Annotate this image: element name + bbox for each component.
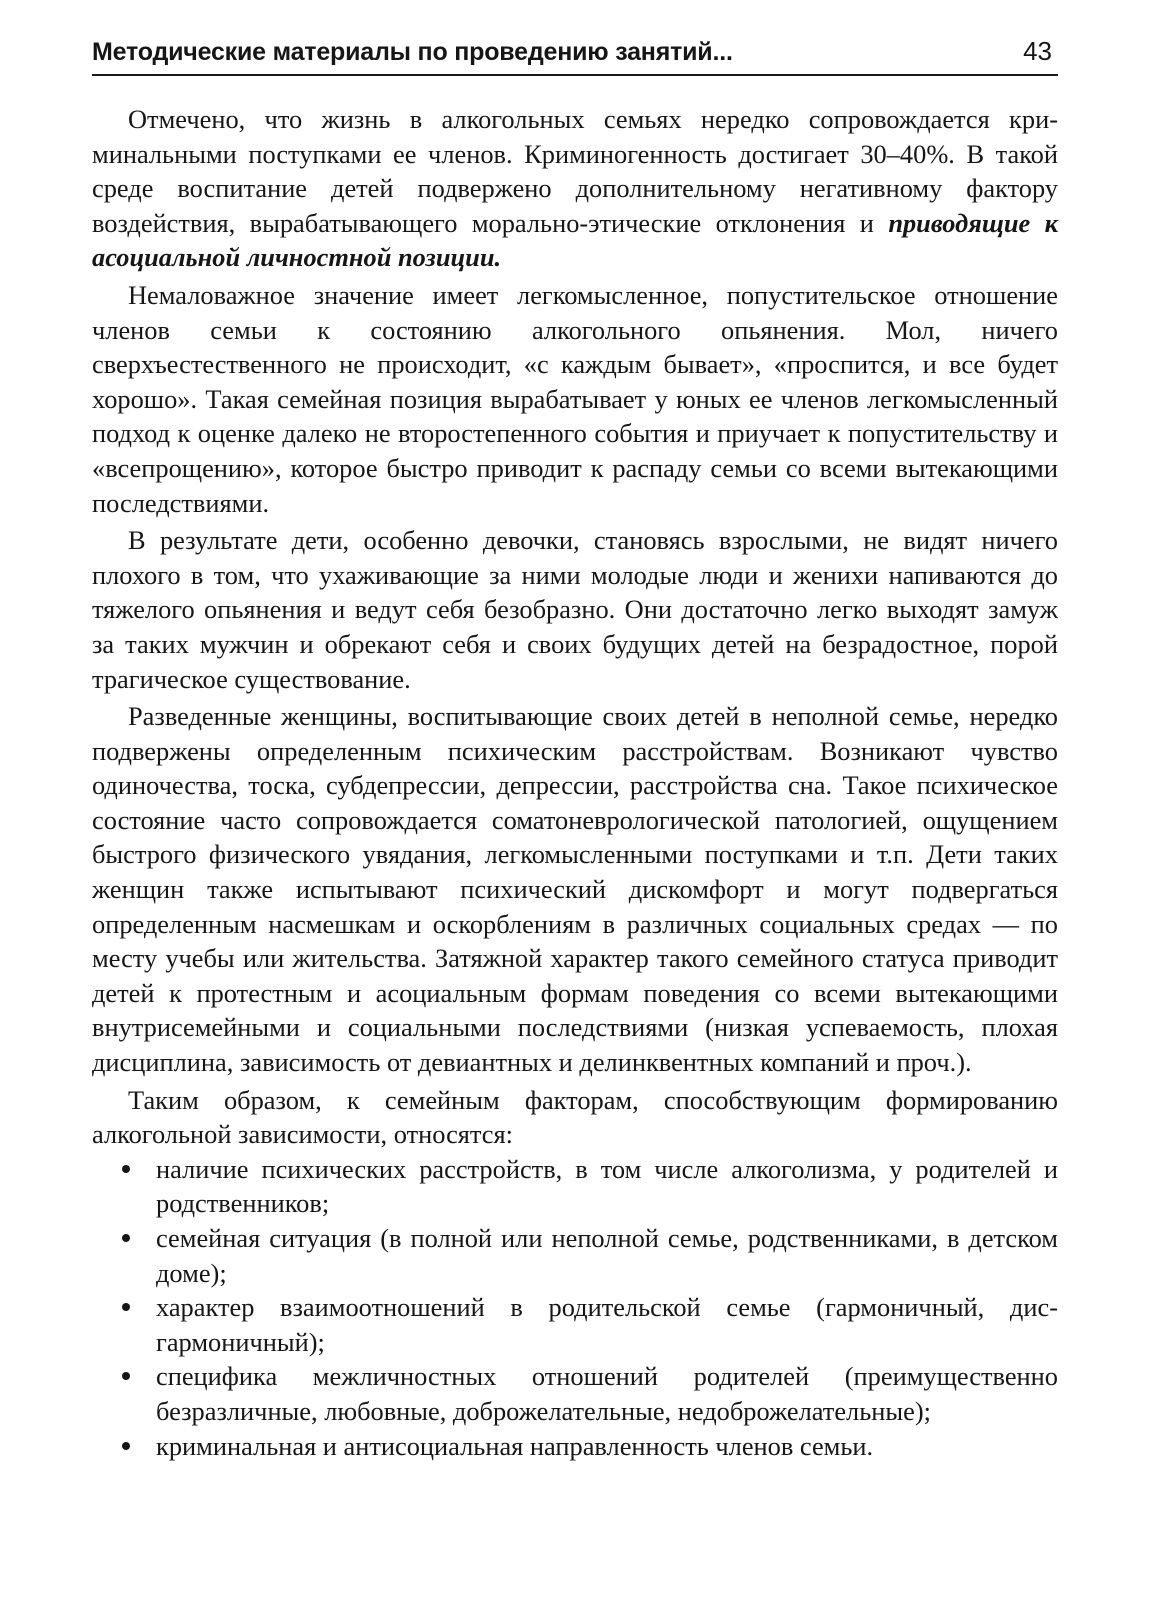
list-item-text: наличие психических расстройств, в том числе алкоголизма, у родителей и родственников;	[156, 1153, 1058, 1219]
list-item	[92, 1290, 1058, 1359]
paragraph-5: Таким образом, к семейным факторам, способствующим формированию алкогольной зависимости, относятся:	[92, 1084, 1058, 1150]
running-header	[92, 32, 1058, 76]
paragraph-1-italic-tail: приводящие к асоциальной личностной позиции.	[92, 207, 1058, 273]
running-header-title: Методические материалы по проведению занятий...	[92, 38, 733, 66]
bullet-icon	[122, 1372, 130, 1380]
list-item-text: семейная ситуация (в полной или неполной семье, родственниками, в детском доме);	[156, 1223, 1058, 1288]
paragraph-2: Немаловажное значение имеет легкомысленное, попустительское отношение членов семьи к состоянию алкогольного опьянения. Мол, ничего сверхъестественного не происходит, «с каждым бывает», «проспится, и все будет хорошо». Такая семейная позиция вырабатывает у юных ее членов легкомысленный подход к оценке далеко не второстепенного события и приучает к попустительству и «всепрощению», которое быстро приводит к распаду семьи со всеми вытекающими последствиями.	[92, 279, 1058, 518]
list-item	[92, 1429, 1058, 1464]
list-item	[92, 1359, 1058, 1428]
page-number: 43	[1023, 36, 1052, 66]
paragraph-4: Разведенные женщины, воспитывающие своих детей в неполной семье, нередко подвержены определенным психическим расстройствам. Возникают чувство одиночества, тоска, субдепрессии, депрессии, расстройства сна. Такое психическое состояние часто сопровождается соматоневрологической патологией, ощущением быстрого физического увядания, легкомысленными поступками и т.п. Дети таких женщин также испытывают психический дискомфорт и могут подвергаться определенным насмешкам и оскорблениям в различных социальных средах — по месту учебы или жительства. Затяжной характер такого семейного статуса приводит детей к протестным и асоциальным формам поведения со всеми вытекающими внутрисемейными и социальными последствиями (низкая успеваемость, плохая дисциплина, зависимость от девиантных и делинквентных компаний и проч.).	[92, 701, 1058, 1078]
bullet-icon	[122, 1303, 130, 1311]
bullet-icon	[122, 1165, 130, 1173]
paragraph-1-text: Отмечено, что жизнь в алкогольных семьях нередко сопровождается криминальными поступками ее членов. Криминогенность достигает 30–40%. В такой среде воспитание детей подвержено дополнительному негативному фактору воздействия, вырабатывающего морально-этические отклонения и	[92, 104, 1058, 238]
list-item-text: характер взаимоотношений в родительской семье (гармоничный, дисгармоничный);	[156, 1292, 1058, 1357]
factor-list	[92, 1152, 1058, 1463]
list-item-text: специфика межличностных отношений родителей (преимущественно безразличные, любовные, доброжелательные, недоброжелательные);	[156, 1361, 1058, 1426]
list-item-text: криминальная и антисоциальная направленность членов семьи.	[156, 1430, 874, 1461]
paragraph-3: В результате дети, особенно девочки, становясь взрослыми, не видят ничего плохого в том, что ухаживающие за ними молодые люди и женихи напиваются до тяжелого опьянения и ведут себя безобразно. Они достаточно легко выходят замуж за таких мужчин и обрекают себя и своих будущих детей на безрадостное, порой трагическое существование.	[92, 525, 1058, 694]
list-item	[92, 1221, 1058, 1290]
bullet-icon	[122, 1234, 130, 1242]
list-item	[92, 1152, 1058, 1221]
bullet-icon	[122, 1442, 130, 1450]
body-text	[92, 102, 1058, 1463]
paragraph-1	[92, 102, 1058, 275]
